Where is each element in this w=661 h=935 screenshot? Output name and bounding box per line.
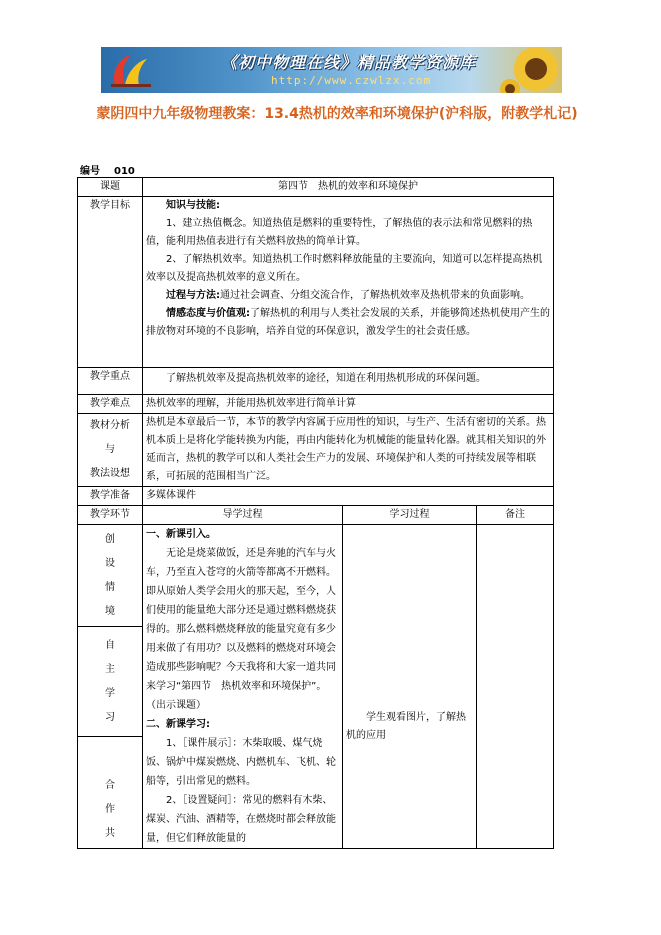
stage-char: 共 (105, 828, 115, 839)
stage-char: 情 (105, 581, 115, 593)
goals-process-text: 通过社会调查、分组交流合作，了解热机效率及热机带来的负面影响。 (220, 290, 530, 301)
document-title: 蒙阴四中九年级物理教案：13.4热机的效率和环境保护(沪科版，附教学札记) (96, 106, 578, 122)
analysis-label-line2: 与 (105, 444, 115, 455)
stage-char: 主 (105, 663, 115, 675)
key-label: 教学重点 (78, 368, 143, 395)
goals-heading-attitude: 情感态度与价值观: (166, 308, 250, 319)
goals-attitude (146, 305, 550, 341)
analysis-label-line3: 教法设想 (90, 468, 130, 479)
section-new-lesson-heading: 二、新课学习: (146, 719, 210, 730)
section-intro-heading: 一、新课引入。 (146, 529, 216, 540)
header-stage: 教学环节 (78, 506, 143, 525)
stage-char: 作 (105, 804, 115, 815)
header-banner (101, 47, 562, 93)
guide-process (143, 525, 343, 849)
sunflower-icon (498, 47, 562, 93)
topic-value: 第四节 热机的效率和环境保护 (143, 178, 554, 197)
lesson-plan-table (77, 177, 554, 849)
analysis-label (78, 414, 143, 487)
serial-number (80, 162, 224, 178)
serial-value: 010 (100, 166, 224, 178)
intro-paragraph: 无论是烧菜做饭，还是奔驰的汽车与火车，乃至直入苍穹的火箭等都离不开燃料。即从原始人类学会用火的那天起，至今，人们使用的能量绝大部分还是通过燃料燃烧获得的。那么燃料燃烧释放的能量究竟有多少用来做了有用功？以及燃料的燃烧对环境会造成那些影响呢？今天我将和大家一道共同来学习“第四节 热机效率和环境保护”。（出示课题） (146, 548, 336, 711)
stage-char: 合 (105, 780, 115, 791)
header-notes: 备注 (477, 506, 554, 525)
study-process (343, 525, 477, 849)
goals-label: 教学目标 (78, 197, 143, 368)
stage-char: 设 (105, 557, 115, 569)
analysis-label-line1: 教材分析 (90, 420, 130, 431)
study-note: 学生观看图片，了解热机的应用 (346, 712, 466, 741)
stage-char: 学 (105, 687, 115, 699)
row-column-headers (78, 506, 554, 525)
topic-label: 课题 (78, 178, 143, 197)
row-analysis (78, 414, 554, 487)
row-difficulty (78, 395, 554, 414)
goals-content (143, 197, 554, 368)
banner-url: http://www.czwlzx.com (271, 74, 432, 87)
row-process (78, 525, 554, 849)
goals-attitude-text: 了解热机的利用与人类社会发展的关系，并能够简述热机使用产生的排放物对环境的不良影响，培养自觉的环保意识，激发学生的社会责任感。 (146, 308, 550, 337)
goals-heading-process: 过程与方法: (166, 290, 220, 301)
serial-label: 编号 (80, 166, 100, 177)
stage-char: 习 (105, 711, 115, 723)
key-value (143, 368, 554, 395)
stage-column (78, 525, 143, 849)
header-guide: 导学过程 (143, 506, 343, 525)
header-study: 学习过程 (343, 506, 477, 525)
new-lesson-item-1: 1、［课件展示］：木柴取暖、煤气烧饭、锅炉中煤炭燃烧、内燃机车、飞机、轮船等，引出常见的燃料。 (146, 738, 336, 787)
goals-item-2: 2、了解热机效率。知道热机工作时燃料释放能量的主要流向，知道可以怎样提高热机效率以及提高热机效率的意义所在。 (146, 254, 543, 283)
new-lesson-item-2: 2、［设置疑问］：常见的燃料有木柴、煤炭、汽油、酒精等，在燃烧时都会释放能量，但它们释放能量的 (146, 795, 336, 844)
row-preparation (78, 487, 554, 506)
difficulty-label: 教学难点 (78, 395, 143, 414)
prep-label: 教学准备 (78, 487, 143, 506)
row-goals (78, 197, 554, 368)
stage-self-study (78, 627, 142, 737)
logo-icon (109, 51, 153, 89)
row-topic (78, 178, 554, 197)
stage-char: 境 (105, 605, 115, 617)
stage-create-situation (78, 525, 142, 627)
key-text: 了解热机效率及提高热机效率的途径，知道在利用热机形成的环保问题。 (166, 373, 486, 384)
banner-title: 《初中物理在线》精品教学资源库 (221, 53, 477, 72)
prep-value: 多媒体课件 (143, 487, 554, 506)
goals-heading-knowledge: 知识与技能: (166, 200, 220, 211)
stage-char: 自 (105, 639, 115, 651)
notes-cell (477, 525, 554, 849)
analysis-value: 热机是本章最后一节，本节的教学内容属于应用性的知识，与生产、生活有密切的关系。热机本质上是将化学能转换为内能，再由内能转化为机械能的能量转化器。就其相关知识的外延而言，热机的教学可以和人类社会生产力的发展、环境保护和人类的可持续发展等相联系，可拓展的范围相当广泛。 (143, 414, 554, 487)
stage-cooperation (78, 737, 142, 848)
goals-item-1: 1、建立热值概念。知道热值是燃料的重要特性，了解热值的表示法和常见燃料的热值，能利用热值表进行有关燃料放热的简单计算。 (146, 218, 533, 247)
row-key-points (78, 368, 554, 395)
difficulty-value: 热机效率的理解，并能用热机效率进行简单计算 (143, 395, 554, 414)
stage-char: 创 (105, 533, 115, 545)
goals-process (146, 287, 550, 305)
